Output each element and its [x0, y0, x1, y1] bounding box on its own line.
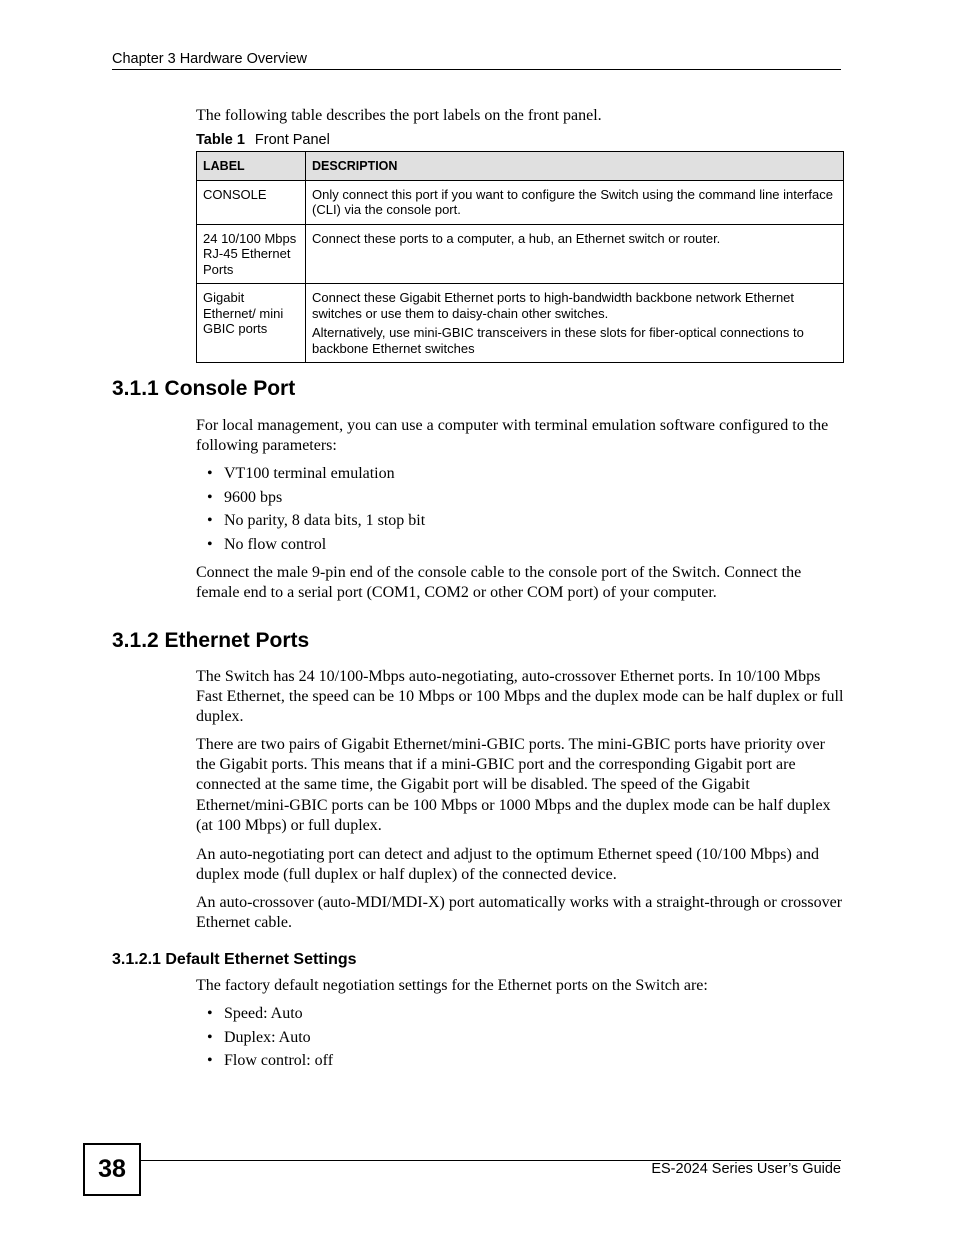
table-header-row — [197, 152, 844, 181]
ethernet-paragraph-1: The Switch has 24 10/100-Mbps auto-negotiating, auto-crossover Ethernet ports. In 10/100 Mbps Fast Ethernet, the speed can be 10 Mbps or 100 Mbps and the duplex mode can be half duplex or full duplex. — [196, 668, 844, 726]
table-row — [197, 284, 844, 363]
list-item: • Flow control: off — [196, 1051, 333, 1075]
console-connect-paragraph: Connect the male 9-pin end of the console cable to the console port of the Switch. Connect the female end to a serial port (COM1, COM2 or other COM port) of your computer. — [196, 564, 802, 602]
guide-title: ES-2024 Series User’s Guide — [651, 1161, 841, 1177]
table-intro-text: The following table describes the port labels on the front panel. — [196, 107, 602, 124]
table-caption-label: Table 1 — [196, 132, 245, 148]
default-settings-heading: 3.1.2.1 Default Ethernet Settings — [112, 951, 357, 968]
page-number-text: 38 — [98, 1155, 126, 1183]
table-cell-label: Gigabit Ethernet/ mini GBIC ports — [197, 284, 306, 363]
table-caption-title: Front Panel — [254, 132, 330, 148]
front-panel-table — [196, 151, 844, 363]
table-cell-description — [306, 180, 844, 224]
table-row — [197, 180, 844, 224]
list-item: • No flow control — [196, 535, 425, 559]
table-cell-label: CONSOLE — [197, 180, 306, 224]
table-cell-description — [306, 284, 844, 363]
column-header-description: DESCRIPTION — [306, 152, 844, 181]
ethernet-ports-heading: 3.1.2 Ethernet Ports — [112, 629, 310, 652]
list-item: • Speed: Auto — [196, 1004, 333, 1028]
ethernet-paragraph-4: An auto-crossover (auto-MDI/MDI-X) port automatically works with a straight-through or crossover Ethernet cable. — [196, 894, 843, 932]
default-settings-list — [196, 1004, 333, 1075]
list-item: • No parity, 8 data bits, 1 stop bit — [196, 511, 425, 535]
description-text: Connect these Gigabit Ethernet ports to high-bandwidth backbone network Ethernet switches or use them to daisy-chain other switches. — [312, 290, 795, 321]
list-item: • VT100 terminal emulation — [196, 464, 425, 488]
description-text: Only connect this port if you want to configure the Switch using the command line interface (CLI) via the console port. — [312, 186, 833, 217]
console-parameters-list — [196, 464, 425, 558]
console-intro-paragraph: For local management, you can use a computer with terminal emulation software configured to the following parameters: — [196, 417, 829, 455]
ethernet-paragraph-2: There are two pairs of Gigabit Ethernet/mini-GBIC ports. The mini-GBIC ports have priority over the Gigabit ports. This means that if a mini-GBIC port and the corresponding Gigabit port are connected at the same time, the Gigabit port will be disabled. The speed of the Gigabit Ethernet/mini-GBIC ports can be 100 Mbps or 1000 Mbps and the duplex mode can be half duplex (at 100 Mbps) or full duplex. — [196, 736, 831, 834]
console-port-heading: 3.1.1 Console Port — [112, 377, 296, 400]
table-cell-description — [306, 224, 844, 284]
ethernet-paragraph-3: An auto-negotiating port can detect and adjust to the optimum Ethernet speed (10/100 Mbps) and duplex mode (full duplex or half duplex) of the connected device. — [196, 846, 819, 884]
running-header — [112, 51, 841, 70]
table-caption — [196, 132, 330, 148]
column-header-label: LABEL — [197, 152, 306, 181]
list-item: • Duplex: Auto — [196, 1028, 333, 1052]
table-cell-label: 24 10/100 Mbps RJ-45 Ethernet Ports — [197, 224, 306, 284]
table-row — [197, 224, 844, 284]
description-text: Connect these ports to a computer, a hub, an Ethernet switch or router. — [312, 230, 721, 246]
list-item: • 9600 bps — [196, 488, 425, 512]
chapter-title: Chapter 3 Hardware Overview — [112, 51, 308, 67]
description-text: Alternatively, use mini-GBIC transceivers in these slots for fiber-optical connections to backbone Ethernet switches — [312, 325, 804, 356]
page-number — [83, 1143, 141, 1196]
default-settings-paragraph: The factory default negotiation settings for the Ethernet ports on the Switch are: — [196, 977, 708, 994]
